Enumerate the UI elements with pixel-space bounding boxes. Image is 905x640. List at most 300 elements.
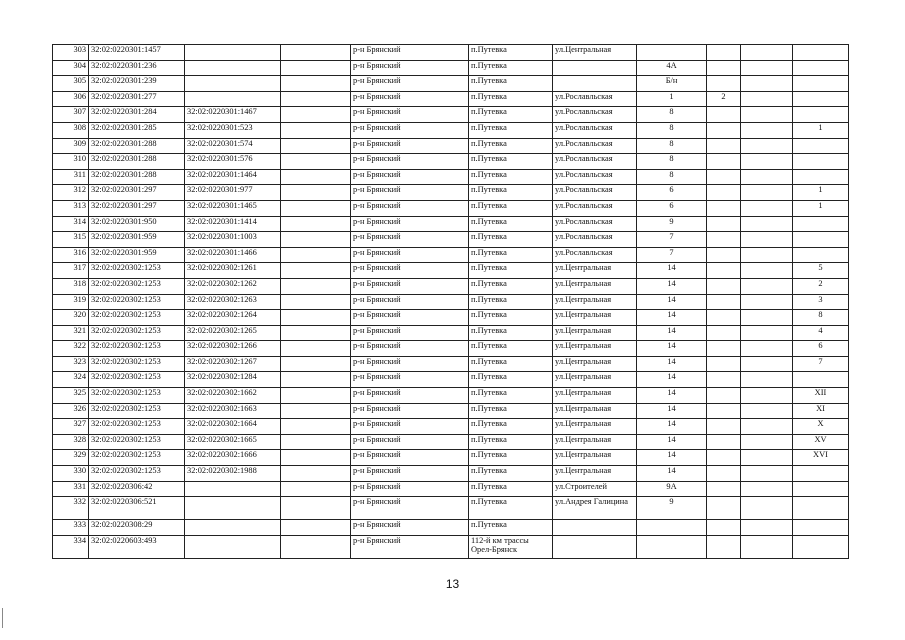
cell-parent-cadastral-number (185, 481, 281, 497)
cell-street: ул.Центральная (553, 419, 637, 435)
cell-structure (741, 356, 793, 372)
cell-extra-column (281, 388, 351, 404)
cell-structure (741, 247, 793, 263)
cell-street (553, 535, 637, 558)
cell-house-number (637, 520, 707, 536)
cell-parent-cadastral-number: 32:02:0220301:1464 (185, 169, 281, 185)
cell-cadastral-number: 32:02:0220302:1253 (89, 466, 185, 482)
cell-cadastral-number: 32:02:0220302:1253 (89, 372, 185, 388)
cell-district: р-н Брянский (351, 325, 469, 341)
cell-district: р-н Брянский (351, 466, 469, 482)
cell-district: р-н Брянский (351, 91, 469, 107)
table-row (53, 185, 849, 201)
cell-parent-cadastral-number: 32:02:0220301:977 (185, 185, 281, 201)
cell-house-number: 8 (637, 169, 707, 185)
cell-extra-column (281, 450, 351, 466)
cell-unit: 1 (793, 122, 849, 138)
cell-unit: XV (793, 434, 849, 450)
cell-street: ул.Рославльская (553, 185, 637, 201)
cell-district: р-н Брянский (351, 520, 469, 536)
cell-row-number: 328 (53, 434, 89, 450)
table-row (53, 278, 849, 294)
cell-district: р-н Брянский (351, 341, 469, 357)
cell-structure (741, 185, 793, 201)
cell-building (707, 154, 741, 170)
cell-house-number: 14 (637, 263, 707, 279)
cell-settlement: п.Путевка (469, 294, 553, 310)
cell-building (707, 263, 741, 279)
cell-parent-cadastral-number: 32:02:0220302:1662 (185, 388, 281, 404)
cell-cadastral-number: 32:02:0220301:236 (89, 60, 185, 76)
cell-building (707, 419, 741, 435)
cell-cadastral-number: 32:02:0220306:42 (89, 481, 185, 497)
cell-house-number: Б/н (637, 76, 707, 92)
cell-unit: 5 (793, 263, 849, 279)
cell-unit (793, 216, 849, 232)
cell-extra-column (281, 200, 351, 216)
cell-extra-column (281, 263, 351, 279)
cell-structure (741, 45, 793, 61)
cell-house-number: 6 (637, 200, 707, 216)
cell-extra-column (281, 372, 351, 388)
cell-settlement: п.Путевка (469, 122, 553, 138)
cell-settlement: п.Путевка (469, 356, 553, 372)
cell-cadastral-number: 32:02:0220302:1253 (89, 294, 185, 310)
cell-cadastral-number: 32:02:0220302:1253 (89, 388, 185, 404)
cell-parent-cadastral-number: 32:02:0220301:1003 (185, 232, 281, 248)
cell-cadastral-number: 32:02:0220301:284 (89, 107, 185, 123)
cell-cadastral-number: 32:02:0220306:521 (89, 497, 185, 520)
cell-cadastral-number: 32:02:0220301:1457 (89, 45, 185, 61)
table-row (53, 325, 849, 341)
cell-extra-column (281, 60, 351, 76)
cell-row-number: 329 (53, 450, 89, 466)
cell-row-number: 312 (53, 185, 89, 201)
cell-district: р-н Брянский (351, 434, 469, 450)
cell-street (553, 76, 637, 92)
cell-settlement: п.Путевка (469, 278, 553, 294)
cell-parent-cadastral-number (185, 76, 281, 92)
cell-street: ул.Рославльская (553, 91, 637, 107)
cell-extra-column (281, 294, 351, 310)
cell-unit (793, 481, 849, 497)
cell-building (707, 403, 741, 419)
table-row (53, 434, 849, 450)
cell-house-number: 14 (637, 310, 707, 326)
cell-building: 2 (707, 91, 741, 107)
cell-row-number: 333 (53, 520, 89, 536)
cell-house-number: 7 (637, 247, 707, 263)
table-row (53, 356, 849, 372)
table-row (53, 466, 849, 482)
cell-cadastral-number: 32:02:0220302:1253 (89, 403, 185, 419)
cell-structure (741, 91, 793, 107)
cell-district: р-н Брянский (351, 450, 469, 466)
cell-settlement: п.Путевка (469, 403, 553, 419)
cell-parent-cadastral-number (185, 497, 281, 520)
cell-building (707, 310, 741, 326)
cell-street: ул.Центральная (553, 450, 637, 466)
table-row (53, 497, 849, 520)
cell-structure (741, 497, 793, 520)
cell-house-number: 14 (637, 341, 707, 357)
cell-row-number: 305 (53, 76, 89, 92)
cell-district: р-н Брянский (351, 278, 469, 294)
cell-district: р-н Брянский (351, 232, 469, 248)
cell-district: р-н Брянский (351, 481, 469, 497)
cell-unit (793, 169, 849, 185)
cell-house-number (637, 45, 707, 61)
table-row (53, 372, 849, 388)
cell-structure (741, 450, 793, 466)
cell-district: р-н Брянский (351, 372, 469, 388)
cell-parent-cadastral-number: 32:02:0220301:1467 (185, 107, 281, 123)
cell-building (707, 294, 741, 310)
cell-parent-cadastral-number: 32:02:0220302:1266 (185, 341, 281, 357)
cell-settlement: п.Путевка (469, 372, 553, 388)
cell-building (707, 481, 741, 497)
cell-cadastral-number: 32:02:0220302:1253 (89, 356, 185, 372)
cell-house-number: 1 (637, 91, 707, 107)
cell-row-number: 311 (53, 169, 89, 185)
cell-unit (793, 76, 849, 92)
cell-row-number: 323 (53, 356, 89, 372)
cell-house-number: 8 (637, 154, 707, 170)
cell-house-number: 14 (637, 466, 707, 482)
cell-street: ул.Центральная (553, 45, 637, 61)
cell-street: ул.Андрея Галицина (553, 497, 637, 520)
cell-unit: 6 (793, 341, 849, 357)
cell-street: ул.Центральная (553, 294, 637, 310)
scan-edge-mark (2, 608, 3, 628)
cell-cadastral-number: 32:02:0220301:297 (89, 185, 185, 201)
table-row (53, 263, 849, 279)
cell-row-number: 317 (53, 263, 89, 279)
cell-parent-cadastral-number: 32:02:0220302:1665 (185, 434, 281, 450)
cell-settlement: п.Путевка (469, 520, 553, 536)
cell-structure (741, 232, 793, 248)
cell-unit: 1 (793, 185, 849, 201)
cell-street: ул.Центральная (553, 372, 637, 388)
cell-structure (741, 388, 793, 404)
cell-structure (741, 535, 793, 558)
cell-building (707, 388, 741, 404)
cell-cadastral-number: 32:02:0220302:1253 (89, 325, 185, 341)
cell-extra-column (281, 45, 351, 61)
cell-settlement: п.Путевка (469, 450, 553, 466)
cell-extra-column (281, 497, 351, 520)
cell-structure (741, 481, 793, 497)
cell-unit: 3 (793, 294, 849, 310)
cell-cadastral-number: 32:02:0220301:277 (89, 91, 185, 107)
cell-row-number: 327 (53, 419, 89, 435)
cell-cadastral-number: 32:02:0220302:1253 (89, 278, 185, 294)
cell-settlement: п.Путевка (469, 60, 553, 76)
cell-district: р-н Брянский (351, 310, 469, 326)
cell-unit (793, 138, 849, 154)
cell-street: ул.Центральная (553, 341, 637, 357)
cell-cadastral-number: 32:02:0220302:1253 (89, 434, 185, 450)
cell-street: ул.Центральная (553, 263, 637, 279)
cell-house-number: 6 (637, 185, 707, 201)
cell-structure (741, 325, 793, 341)
cell-building (707, 520, 741, 536)
cell-extra-column (281, 232, 351, 248)
cell-street: ул.Центральная (553, 325, 637, 341)
cell-parent-cadastral-number (185, 45, 281, 61)
cell-structure (741, 466, 793, 482)
cell-district: р-н Брянский (351, 154, 469, 170)
cell-house-number: 9 (637, 216, 707, 232)
cell-parent-cadastral-number: 32:02:0220302:1988 (185, 466, 281, 482)
cell-house-number: 9 (637, 497, 707, 520)
cell-street: ул.Рославльская (553, 107, 637, 123)
page-number: 13 (445, 577, 460, 591)
cell-settlement: п.Путевка (469, 138, 553, 154)
cell-settlement: п.Путевка (469, 434, 553, 450)
cell-district: р-н Брянский (351, 60, 469, 76)
cell-cadastral-number: 32:02:0220302:1253 (89, 450, 185, 466)
cell-settlement: п.Путевка (469, 200, 553, 216)
cell-unit (793, 154, 849, 170)
cell-parent-cadastral-number (185, 535, 281, 558)
cell-cadastral-number: 32:02:0220603:493 (89, 535, 185, 558)
cell-house-number: 9А (637, 481, 707, 497)
cell-extra-column (281, 310, 351, 326)
cell-structure (741, 200, 793, 216)
table-row (53, 91, 849, 107)
cell-building (707, 450, 741, 466)
cell-structure (741, 434, 793, 450)
cell-row-number: 318 (53, 278, 89, 294)
cell-parent-cadastral-number: 32:02:0220302:1666 (185, 450, 281, 466)
cell-building (707, 247, 741, 263)
cell-building (707, 535, 741, 558)
cell-parent-cadastral-number: 32:02:0220301:1465 (185, 200, 281, 216)
cell-house-number: 14 (637, 388, 707, 404)
cell-structure (741, 520, 793, 536)
cell-unit: X (793, 419, 849, 435)
cell-building (707, 356, 741, 372)
cell-settlement: п.Путевка (469, 107, 553, 123)
cell-parent-cadastral-number: 32:02:0220301:1466 (185, 247, 281, 263)
cell-extra-column (281, 278, 351, 294)
cell-structure (741, 169, 793, 185)
cell-parent-cadastral-number: 32:02:0220302:1265 (185, 325, 281, 341)
cell-settlement: п.Путевка (469, 232, 553, 248)
cell-row-number: 319 (53, 294, 89, 310)
cell-house-number: 14 (637, 278, 707, 294)
cell-street (553, 520, 637, 536)
cell-extra-column (281, 481, 351, 497)
cell-district: р-н Брянский (351, 138, 469, 154)
cell-district: р-н Брянский (351, 419, 469, 435)
table-row (53, 247, 849, 263)
cell-street: ул.Рославльская (553, 138, 637, 154)
table-row (53, 138, 849, 154)
cell-parent-cadastral-number: 32:02:0220302:1284 (185, 372, 281, 388)
cell-parent-cadastral-number: 32:02:0220302:1664 (185, 419, 281, 435)
cell-cadastral-number: 32:02:0220301:288 (89, 169, 185, 185)
cell-street: ул.Рославльская (553, 200, 637, 216)
cell-row-number: 303 (53, 45, 89, 61)
cell-unit (793, 91, 849, 107)
cell-settlement: п.Путевка (469, 76, 553, 92)
cell-unit: 1 (793, 200, 849, 216)
cell-row-number: 315 (53, 232, 89, 248)
cell-house-number: 14 (637, 372, 707, 388)
cell-house-number (637, 535, 707, 558)
cell-building (707, 216, 741, 232)
cell-row-number: 306 (53, 91, 89, 107)
cell-district: р-н Брянский (351, 216, 469, 232)
cell-building (707, 372, 741, 388)
cell-cadastral-number: 32:02:0220301:959 (89, 232, 185, 248)
cell-extra-column (281, 169, 351, 185)
cell-settlement: 112-й км трассы Орел-Брянск (469, 535, 553, 558)
cell-structure (741, 138, 793, 154)
table-row (53, 45, 849, 61)
cell-house-number: 14 (637, 294, 707, 310)
cell-building (707, 232, 741, 248)
cell-extra-column (281, 185, 351, 201)
cell-settlement: п.Путевка (469, 185, 553, 201)
cell-structure (741, 419, 793, 435)
cell-settlement: п.Путевка (469, 310, 553, 326)
cell-unit: XI (793, 403, 849, 419)
cell-unit: 8 (793, 310, 849, 326)
cell-parent-cadastral-number (185, 520, 281, 536)
cell-parent-cadastral-number: 32:02:0220302:1663 (185, 403, 281, 419)
cell-street: ул.Центральная (553, 403, 637, 419)
cell-settlement: п.Путевка (469, 169, 553, 185)
cell-district: р-н Брянский (351, 263, 469, 279)
cell-unit (793, 466, 849, 482)
cell-street: ул.Центральная (553, 278, 637, 294)
cell-unit: 2 (793, 278, 849, 294)
cell-parent-cadastral-number (185, 60, 281, 76)
cell-structure (741, 372, 793, 388)
cell-street: ул.Центральная (553, 466, 637, 482)
table-row (53, 388, 849, 404)
cell-street: ул.Рославльская (553, 169, 637, 185)
cadastral-table (52, 44, 849, 559)
cell-extra-column (281, 356, 351, 372)
cell-building (707, 45, 741, 61)
cell-unit: 4 (793, 325, 849, 341)
cell-cadastral-number: 32:02:0220301:285 (89, 122, 185, 138)
table-row (53, 169, 849, 185)
cell-parent-cadastral-number: 32:02:0220302:1262 (185, 278, 281, 294)
cell-cadastral-number: 32:02:0220301:950 (89, 216, 185, 232)
cell-street: ул.Центральная (553, 356, 637, 372)
cell-row-number: 321 (53, 325, 89, 341)
cell-parent-cadastral-number: 32:02:0220302:1264 (185, 310, 281, 326)
cell-cadastral-number: 32:02:0220301:959 (89, 247, 185, 263)
table-body (53, 45, 849, 559)
cell-structure (741, 107, 793, 123)
cell-settlement: п.Путевка (469, 91, 553, 107)
cell-structure (741, 403, 793, 419)
cell-house-number: 14 (637, 419, 707, 435)
cell-house-number: 14 (637, 450, 707, 466)
cell-row-number: 304 (53, 60, 89, 76)
cell-extra-column (281, 325, 351, 341)
cell-settlement: п.Путевка (469, 388, 553, 404)
cell-extra-column (281, 76, 351, 92)
table-row (53, 419, 849, 435)
cell-settlement: п.Путевка (469, 216, 553, 232)
cell-row-number: 330 (53, 466, 89, 482)
cell-unit (793, 497, 849, 520)
cell-house-number: 14 (637, 356, 707, 372)
cell-cadastral-number: 32:02:0220301:288 (89, 154, 185, 170)
cell-settlement: п.Путевка (469, 497, 553, 520)
cell-settlement: п.Путевка (469, 247, 553, 263)
cell-extra-column (281, 466, 351, 482)
cell-district: р-н Брянский (351, 294, 469, 310)
cell-building (707, 200, 741, 216)
table-row (53, 154, 849, 170)
cell-building (707, 466, 741, 482)
cell-street: ул.Рославльская (553, 154, 637, 170)
cell-building (707, 138, 741, 154)
cell-building (707, 434, 741, 450)
cell-district: р-н Брянский (351, 403, 469, 419)
cell-street (553, 60, 637, 76)
cell-row-number: 326 (53, 403, 89, 419)
cell-settlement: п.Путевка (469, 45, 553, 61)
table-row (53, 200, 849, 216)
cell-house-number: 14 (637, 403, 707, 419)
cell-building (707, 497, 741, 520)
cell-unit (793, 45, 849, 61)
cell-street: ул.Рославльская (553, 216, 637, 232)
cell-structure (741, 341, 793, 357)
cell-parent-cadastral-number: 32:02:0220302:1267 (185, 356, 281, 372)
cell-row-number: 310 (53, 154, 89, 170)
cell-district: р-н Брянский (351, 388, 469, 404)
cell-cadastral-number: 32:02:0220302:1253 (89, 419, 185, 435)
cell-parent-cadastral-number: 32:02:0220302:1261 (185, 263, 281, 279)
cell-district: р-н Брянский (351, 185, 469, 201)
cell-settlement: п.Путевка (469, 341, 553, 357)
cell-parent-cadastral-number (185, 91, 281, 107)
table-row (53, 310, 849, 326)
cell-structure (741, 60, 793, 76)
cell-settlement: п.Путевка (469, 466, 553, 482)
cell-unit (793, 107, 849, 123)
cell-settlement: п.Путевка (469, 419, 553, 435)
cell-house-number: 4А (637, 60, 707, 76)
cell-building (707, 325, 741, 341)
cell-extra-column (281, 154, 351, 170)
cell-settlement: п.Путевка (469, 325, 553, 341)
table-row (53, 481, 849, 497)
cell-unit (793, 535, 849, 558)
cell-parent-cadastral-number: 32:02:0220301:576 (185, 154, 281, 170)
cell-settlement: п.Путевка (469, 481, 553, 497)
cell-street: ул.Центральная (553, 434, 637, 450)
table-row (53, 341, 849, 357)
cell-row-number: 324 (53, 372, 89, 388)
table-row (53, 60, 849, 76)
cell-row-number: 331 (53, 481, 89, 497)
table-row (53, 294, 849, 310)
cell-row-number: 322 (53, 341, 89, 357)
cell-cadastral-number: 32:02:0220302:1253 (89, 310, 185, 326)
cell-cadastral-number: 32:02:0220301:239 (89, 76, 185, 92)
